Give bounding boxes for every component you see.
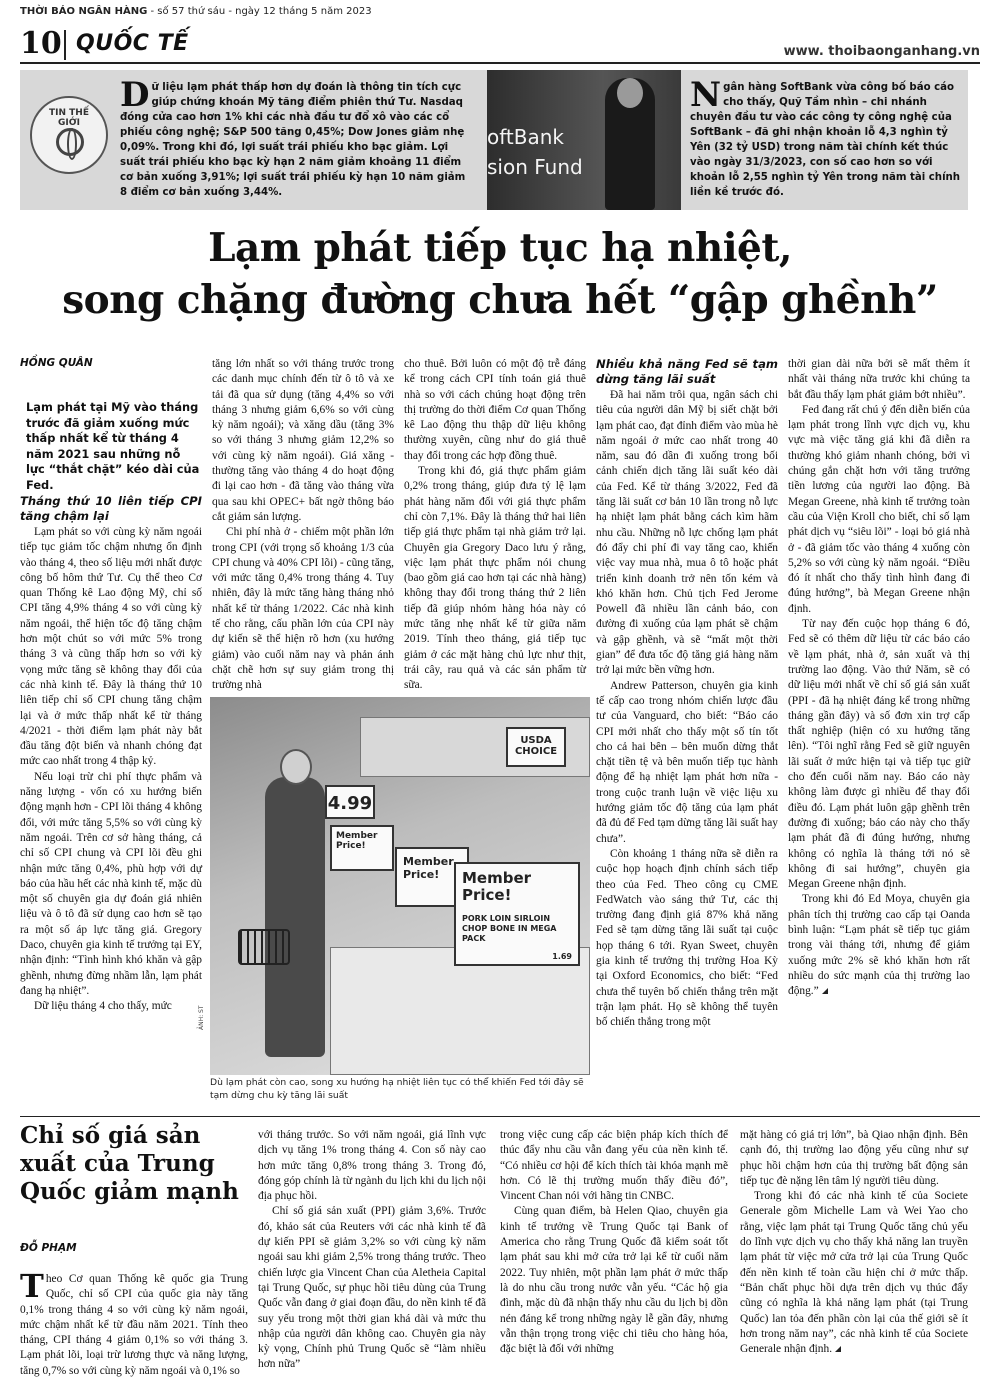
paragraph <box>20 1267 248 1379</box>
byline: HỒNG QUÂN <box>20 357 93 369</box>
world-news-badge <box>30 96 108 174</box>
paragraph: Andrew Patterson, chuyên gia kinh tế cấp cao trong nhóm chiến lược đầu tư của Vanguard, cho biết: “Báo cáo CPI mới nhất cho thấy một số tín tốt cho cả hai bên – bên muốn dừng thắt chặt tiền tệ và bên muốn tiếp tục hành động để hạ nhiệt lạm phát hơn nữa - trong cuộc tranh luận về việc liệu xu hướng giảm tốc độ tăng của lạm phát đã đủ để Fed tạm dừng tăng lãi suất hay chưa”. <box>596 679 778 845</box>
article2-column-1 <box>20 1267 248 1379</box>
shopping-basket <box>238 929 290 965</box>
softbank-logo-text <box>487 122 597 182</box>
dropcap: T <box>20 1267 44 1305</box>
paragraph: Chỉ số giá sản xuất (PPI) giảm 3,6%. Trước đó, khảo sát của Reuters với các nhà kinh tế đã dự kiến PPI sẽ giảm 3,2% so với cùng kỳ năm ngoái sau khi giảm 2,5% trong tháng trước. Theo chiến lược gia Vincent Chan của Aletheia Capital tại Trung Quốc, sự phục hồi tiêu dùng của Trung Quốc vẫn đang ở giai đoạn đầu, do nền kinh tế đã suy yếu trong một thời gian khá dài và mức thu nhập của người dân không cao. Chuyên gia này kỳ vọng, Chính phủ Trung Quốc sẽ “làm nhiều hơn nữa” <box>258 1205 486 1371</box>
paragraph: Dữ liệu tháng 4 cho thấy, mức <box>34 1000 172 1013</box>
shelf-bottom <box>330 947 590 1075</box>
member-sign-small: Member Price! <box>330 825 394 871</box>
member-sign-medium: Member Price! <box>395 847 469 907</box>
issue-info: - số 57 thứ sáu - ngày 12 tháng 5 năm 2023 <box>147 6 372 17</box>
photo-caption: Dù lạm phát còn cao, song xu hướng hạ nhiệt liên tục có thể khiến Fed tới đây sẽ tạm dừng chu kỳ tăng lãi suất <box>210 1077 584 1101</box>
globe-icon <box>56 128 84 156</box>
brief-softbank <box>690 75 965 200</box>
article-column-2 <box>212 357 394 694</box>
paragraph <box>740 1189 968 1357</box>
paragraph: Trong khi đó, giá thực phẩm giảm 0,2% trong tháng, giúp đưa tỷ lệ lạm phát hàng năm đối với giá thực phẩm chỉ còn 7,1%. Đây là tháng thứ hai liên tiếp giá thực phẩm tại nhà giảm trở lại. Chuyên gia Gregory Daco lưu ý rằng, việc lạm phát thực phẩm nói chung (bao gồm giá cao hơn tại các nhà hàng) không thay đổi trong tháng thứ 2 liên tiếp đã giúp nhóm hàng hóa này có mức tăng nhẹ nhất kể từ giữa năm 2019. Tính theo tháng, giá tiếp tục giảm ở các mặt hàng chủ lực như thịt, trái cây, rau quả và các sản phẩm từ sữa. <box>404 465 586 692</box>
paragraph: Lạm phát so với cùng kỳ năm ngoái tiếp tục giảm tốc chậm nhưng ổn định vào tháng 4, theo số liệu mới nhất được công bố hôm thứ Tư. Cụ thể theo Cơ quan Thống kê Lao động Mỹ, chỉ số CPI tăng 4,9% tháng 4 so với cùng kỳ năm ngoái, thể hiện tốc độ tăng chậm hơn một chút so với mức 5% trong tháng 3 và cũng thấp hơn so với kỳ vọng mức tăng sẽ không thay đổi của các nhà kinh tế. Đây là tháng thứ 10 liên tiếp chỉ số CPI chung tăng chậm lại và ở mức thấp nhất kể từ tháng 4/2021 - thời điểm lạm phát này bắt đầu tăng đột biến và nhanh chóng đạt mức cao nhất trong 4 thập kỷ. <box>20 526 202 768</box>
shopper-figure <box>265 777 325 1057</box>
softbank-photo <box>487 70 681 210</box>
end-mark-icon <box>822 988 828 994</box>
article-lead: Lạm phát tại Mỹ vào tháng trước đã giảm xuống mức thấp nhất kể từ tháng 4 năm 2021 sau những nỗ lực “thắt chặt” kéo dài của Fed. <box>26 400 200 492</box>
headline-line-2: song chặng đường chưa hết “gập ghềnh” <box>62 277 938 323</box>
byline: ĐỖ PHẠM <box>20 1242 77 1254</box>
article-column-3 <box>404 357 586 694</box>
article2-headline: Chỉ số giá sản xuất của Trung Quốc giảm mạnh <box>20 1122 239 1205</box>
paragraph: Chi phí nhà ở - chiếm một phần lớn trong CPI (với trọng số khoảng 1/3 của CPI chung và 40% CPI lõi) - cũng tăng, với mức tăng 0,4% trong tháng 4. Tuy nhiên, đây là mức tăng hàng tháng nhỏ nhất kể từ tháng 1/2022. Các nhà kinh tế cho rằng, cấu phần lớn của CPI này dự kiến sẽ thể hiện rõ hơn (xu hướng giảm) vào cuối năm nay và phản ánh chặt chẽ hơn sự suy giảm trong thị trường nhà <box>212 526 394 692</box>
article-column-4 <box>596 357 778 1030</box>
dropcap: D <box>120 75 150 115</box>
article2-column-2 <box>258 1128 486 1373</box>
paragraph: Cùng quan điểm, bà Helen Qiao, chuyên gia kinh tế trưởng về Trung Quốc tại Bank of America cho rằng Trung Quốc đã kiểm soát tốt lạm phát sau khi mở cửa trở lại kể từ cuối năm 2022. Tuy nhiên, một phần lạm phát ở mức thấp là do nhu cầu trong nước vẫn yếu. “Các hộ gia đình, mặc dù đã nhận thấy nhu cầu du lịch bị dồn nén đáng kể trong những ngày lễ gần đây, nhưng vẫn thận trọng trong việc chi tiêu cho hàng hóa, đặc biệt là đối với những <box>500 1205 728 1356</box>
speaker-head <box>617 78 643 108</box>
headline-line-1: Lạm phát tiếp tục hạ nhiệt, <box>208 225 792 271</box>
paragraph: Nếu loại trừ chi phí thực phẩm và năng lượng - vốn có xu hướng biến động mạnh hơn - CPI lõi tháng 4 không đổi, với mức tăng 5,5% so với cùng kỳ năm ngoái. Trên cơ sở hàng tháng, cả chỉ số CPI chung và CPI lõi đều ghi nhận mức tăng 0,4%, phù hợp với dự báo của hầu hết các nhà kinh tế, mặc dù một số chuyên gia dự đoán giá nhiên liệu và ô tô đã sử dụng cao hơn sẽ tạo ra một số áp lực tăng giá. Gregory Daco, chuyên gia kinh tế trưởng tại EY, nhận định: “Tình hình khó khăn và gập ghềnh, nhưng đừng nhầm lẫn, lạm phát đang hạ nhiệt”. <box>20 770 202 997</box>
paragraph: với tháng trước. So với năm ngoái, giá lĩnh vực dịch vụ tăng 1% trong tháng 4. Con số này cao hơn mức tăng 0,8% trong tháng 3. Trong đó, đóng góp chính là từ ngành du lịch khi du lịch nội địa phục hồi. <box>258 1129 486 1203</box>
section-bar <box>20 24 980 64</box>
sign-product: PORK LOIN SIRLOIN CHOP BONE IN MEGA PACK <box>462 914 557 943</box>
paragraph-text: Trong khi đó Ed Moya, chuyên gia phân tích thị trường cao cấp tại Oanda bình luận: “Lạm phát sẽ tiếp tục giảm trong vài tháng tới, nhưng để giảm xuống mức 2% sẽ khó khăn hơn rất nhiều do sức mạnh của thị trường lao động.” <box>788 893 970 998</box>
sign-member-price: Member Price! <box>462 869 532 904</box>
paragraph: trong việc cung cấp các biện pháp kích thích để thúc đẩy nhu cầu vẫn đang yếu của nền kinh tế. “Có nhiều cơ hội để kích thích tài khóa mạnh mẽ hơn. Có lẽ thị trường muốn thấy điều đó”, Vincent Chan nói với hãng tin CNBC. <box>500 1129 728 1203</box>
usda-sign: USDA CHOICE <box>506 727 566 767</box>
main-headline <box>20 222 980 326</box>
paragraph-text: heo Cơ quan Thống kê quốc gia Trung Quốc, chỉ số CPI của quốc gia này tăng 0,1% trong tháng 4 so với cùng kỳ năm ngoái, mức chậm nhất kể từ đầu năm 2021. Tính theo tháng, CPI tháng 4 giảm 0,1% so với tháng 3. Lạm phát lõi, loại trừ lương thực và năng lượng, tăng 0,7% so với cùng kỳ năm ngoái và 0,1% so <box>20 1273 248 1377</box>
shopper-head <box>280 749 312 785</box>
article-divider <box>20 1116 980 1117</box>
paragraph: Còn khoảng 1 tháng nữa sẽ diễn ra cuộc họp hoạch định chính sách tiếp theo của Fed. Theo công cụ CME FedWatch vào sáng thứ Tư, các thị trường đang định giá 87% khả năng Fed sẽ tạm dừng tăng lãi suất tại cuộc họp tháng 6 tới. Ryan Sweet, chuyên gia kinh tế trưởng thị trường Hoa Kỳ tại Oxford Economics, cho biết: “Fed chưa thể tuyên bố chiến thắng trên mặt trận lạm phát. Họ sẽ không thể tuyên bố chiến thắng trong một <box>596 847 778 1029</box>
page-number: 10 <box>20 26 62 61</box>
article-column-1 <box>20 494 202 1015</box>
paper-name: THỜI BÁO NGÂN HÀNG <box>20 6 148 17</box>
brief-stock-market <box>120 75 475 200</box>
brief-text: gân hàng SoftBank vừa công bố báo cáo cho thấy, Quỹ Tầm nhìn – chi nhánh chuyên đầu tư vào các công ty công nghệ của SoftBank – đã ghi nhận khoản lỗ 4,3 nghìn tỷ Yên (32 tỷ USD) trong năm tài chính kết thúc vào ngày 31/3/2023, con số cao hơn so với khoản lỗ 2,55 nghìn tỷ Yên trong năm tài chính liền kề trước đó. <box>690 82 961 198</box>
subheading: Nhiều khả năng Fed sẽ tạm dừng tăng lãi suất <box>596 357 778 386</box>
supermarket-photo <box>210 697 590 1075</box>
masthead <box>20 6 980 17</box>
logo-line-2: sion Fund <box>487 155 583 179</box>
paragraph: Từ nay đến cuộc họp tháng 6 đó, Fed sẽ có thêm dữ liệu từ các báo cáo về lạm phát, nhà ở, sản xuất và thị trường lao động. Vào thứ Năm, sẽ có dữ liệu mới nhất về chỉ số giá sản xuất (PPI - đã hạ nhiệt đáng kể trong những tháng gần đây) và số đơn xin trợ cấp thất nghiệp (hiện có xu hướng tăng lên). “Tôi nghĩ rằng Fed sẽ giữ nguyên lãi suất ở mức hiện tại và tiếp tục giữ cho đến cuối năm nay. Báo cáo này không làm được gì nhiều để thay đổi điều đó. Lạm phát luôn gập ghềnh trên đường đi xuống; báo cáo này cho thấy lạm phát đã đi đúng hướng, nhưng không có nghĩa là tháng tới nó sẽ không đi sai hướng”, chuyên gia Megan Greene nhận định. <box>788 618 970 891</box>
dropcap: N <box>690 75 722 115</box>
brief-text: ữ liệu lạm phát thấp hơn dự đoán là thông tin tích cực giúp chứng khoán Mỹ tăng điểm phiên thứ Tư. Nasdaq đóng cửa cao hơn 1% khi các nhà đầu tư đổ xô vào các cổ phiếu công nghệ; S&P 500 tăng 0,45%; Dow Jones giảm nhẹ 0,09%. Trong khi đó, lợi suất trái phiếu kho bạc giảm. Lợi suất trái phiếu kho bạc kỳ hạn 2 năm giảm khoảng 11 điểm cơ bản xuống 3,91%; lợi suất trái phiếu kỳ hạn 10 năm giảm 8 điểm cơ bản xuống 3,44%. <box>120 82 466 198</box>
paragraph: mặt hàng có giá trị lớn”, bà Qiao nhận định. Bên cạnh đó, thị trường lao động yếu cũng như sự phục hồi chậm hơn của thị trường bất động sản tiếp tục đè nặng lên tâm lý người tiêu dùng. <box>740 1129 968 1187</box>
logo-line-1: oftBank <box>487 125 565 149</box>
paragraph: Fed đang rất chú ý đến diễn biến của lạm phát trong lĩnh vực dịch vụ, khu vực mà việc tăng giá khi đã diễn ra thường khó giảm nhanh chóng, bởi vì chúng gắn chặt hơn với tăng trưởng tiền lương của người lao động. Bà Megan Greene, nhà kinh tế trưởng toàn cầu của Viện Kroll cho biết, chỉ số lạm phát dịch vụ “siêu lõi” - loại bỏ giá nhà ở - đã giảm tốc vào tháng 4 xuống còn 5,2% so với cùng kỳ năm ngoái. “Điều đó ít nhất cho thấy tình hình đang đi đúng hướng”, bà Megan Greene nhận định. <box>788 403 970 615</box>
paragraph: cho thuê. Bởi luôn có một độ trễ đáng kể trong cách CPI tính toán giá thuê nhà so với cách chúng hoạt động trên thị trường do thời điểm Cơ quan Thống kê Lao động thu thập dữ liệu không thường xuyên, cũng như do giá thuê thay đổi trong các hợp đồng thuê. <box>404 358 586 462</box>
end-mark-icon <box>835 1346 841 1352</box>
member-sign-large <box>454 862 580 966</box>
website-url: www. thoibaonganhang.vn <box>783 44 980 59</box>
paragraph: tăng lớn nhất so với tháng trước trong các danh mục chính đến từ ô tô và xe tải đã qua sử dụng (tăng 4,4% so với tháng 3 nhưng giảm 6,6% so với cùng kỳ năm ngoái); và xăng dầu (tăng 3% so với tháng 3 nhưng giảm 12,2% so với cùng kỳ năm ngoái). Giá xăng - thường tăng vào tháng 4 do hoạt động đi lại cao hơn - đã tăng vào tháng vừa qua sau khi OPEC+ bất ngờ thông báo cắt giảm sản lượng. <box>212 358 394 523</box>
paragraph: thời gian dài nữa bởi sẽ mất thêm ít nhất vài tháng nữa trước khi chúng ta bắt đầu thấy lạm phát giảm bớt nhiều”. <box>788 358 970 401</box>
article2-column-4 <box>740 1128 968 1357</box>
article2-column-3 <box>500 1128 728 1357</box>
sign-price-small: 1.69 <box>552 952 572 961</box>
subheading: Tháng thứ 10 liên tiếp CPI tăng chậm lại <box>20 494 202 523</box>
paragraph-text: Trong khi đó các nhà kinh tế của Societe Generale gồm Michelle Lam và Wei Yao cho rằng, việc lạm phát tại Trung Quốc tăng chủ yếu do lĩnh vực dịch vụ cho thấy khả năng lan truyền lạm phát từ việc mở cửa trở lại của Trung Quốc đến nền kinh tế toàn cầu hiện chỉ ở mức thấp. “Bản chất phục hồi dựa trên dịch vụ thúc đẩy cũng có nghĩa là khả năng lạm phát (tại Trung Quốc) lan tỏa đến phần còn lại của thế giới sẽ ít hơn trong năm nay”, các nhà kinh tế của Societe Generale nhận định. <box>740 1190 968 1356</box>
section-name: QUỐC TẾ <box>76 31 189 56</box>
paragraph <box>788 892 970 999</box>
paragraph: Đã hai năm trôi qua, ngân sách chi tiêu của người dân Mỹ bị siết chặt bởi lạm phát cao, đạt đỉnh điểm vào mùa hè năm ngoái ở mức cao nhất trong 40 năm, sau đó dần đi xuống trong bối cảnh chiến dịch tăng lãi suất kéo dài của Fed. Kể từ tháng 3/2022, Fed đã tăng lãi suất cơ bản 10 lần trong nỗ lực hạ nhiệt lạm phát bằng cách kìm hãm nhu cầu. Những nỗ lực chống lạm phát đó đẩy chi phí đi vay tăng cao, khiến việc vay mua nhà, mua ô tô hoặc phát triển kinh doanh trở nên tốn kém và khó khăn hơn. Chủ tịch Fed Jerome Powell đã nhiều lần cảnh báo, con đường đi xuống của lạm phát sẽ chậm và gập ghềnh, và sẽ “mất một thời gian” để đưa tốc độ tăng giá hàng năm trở lại mức bền vững hơn. <box>596 389 778 677</box>
article-column-5 <box>788 357 970 999</box>
photo-credit: ẢNH: ST <box>198 1005 205 1030</box>
section-separator <box>64 30 66 60</box>
badge-label: TIN THẾ GIỚI <box>49 108 89 128</box>
price-tag: 4.99 <box>325 785 375 819</box>
